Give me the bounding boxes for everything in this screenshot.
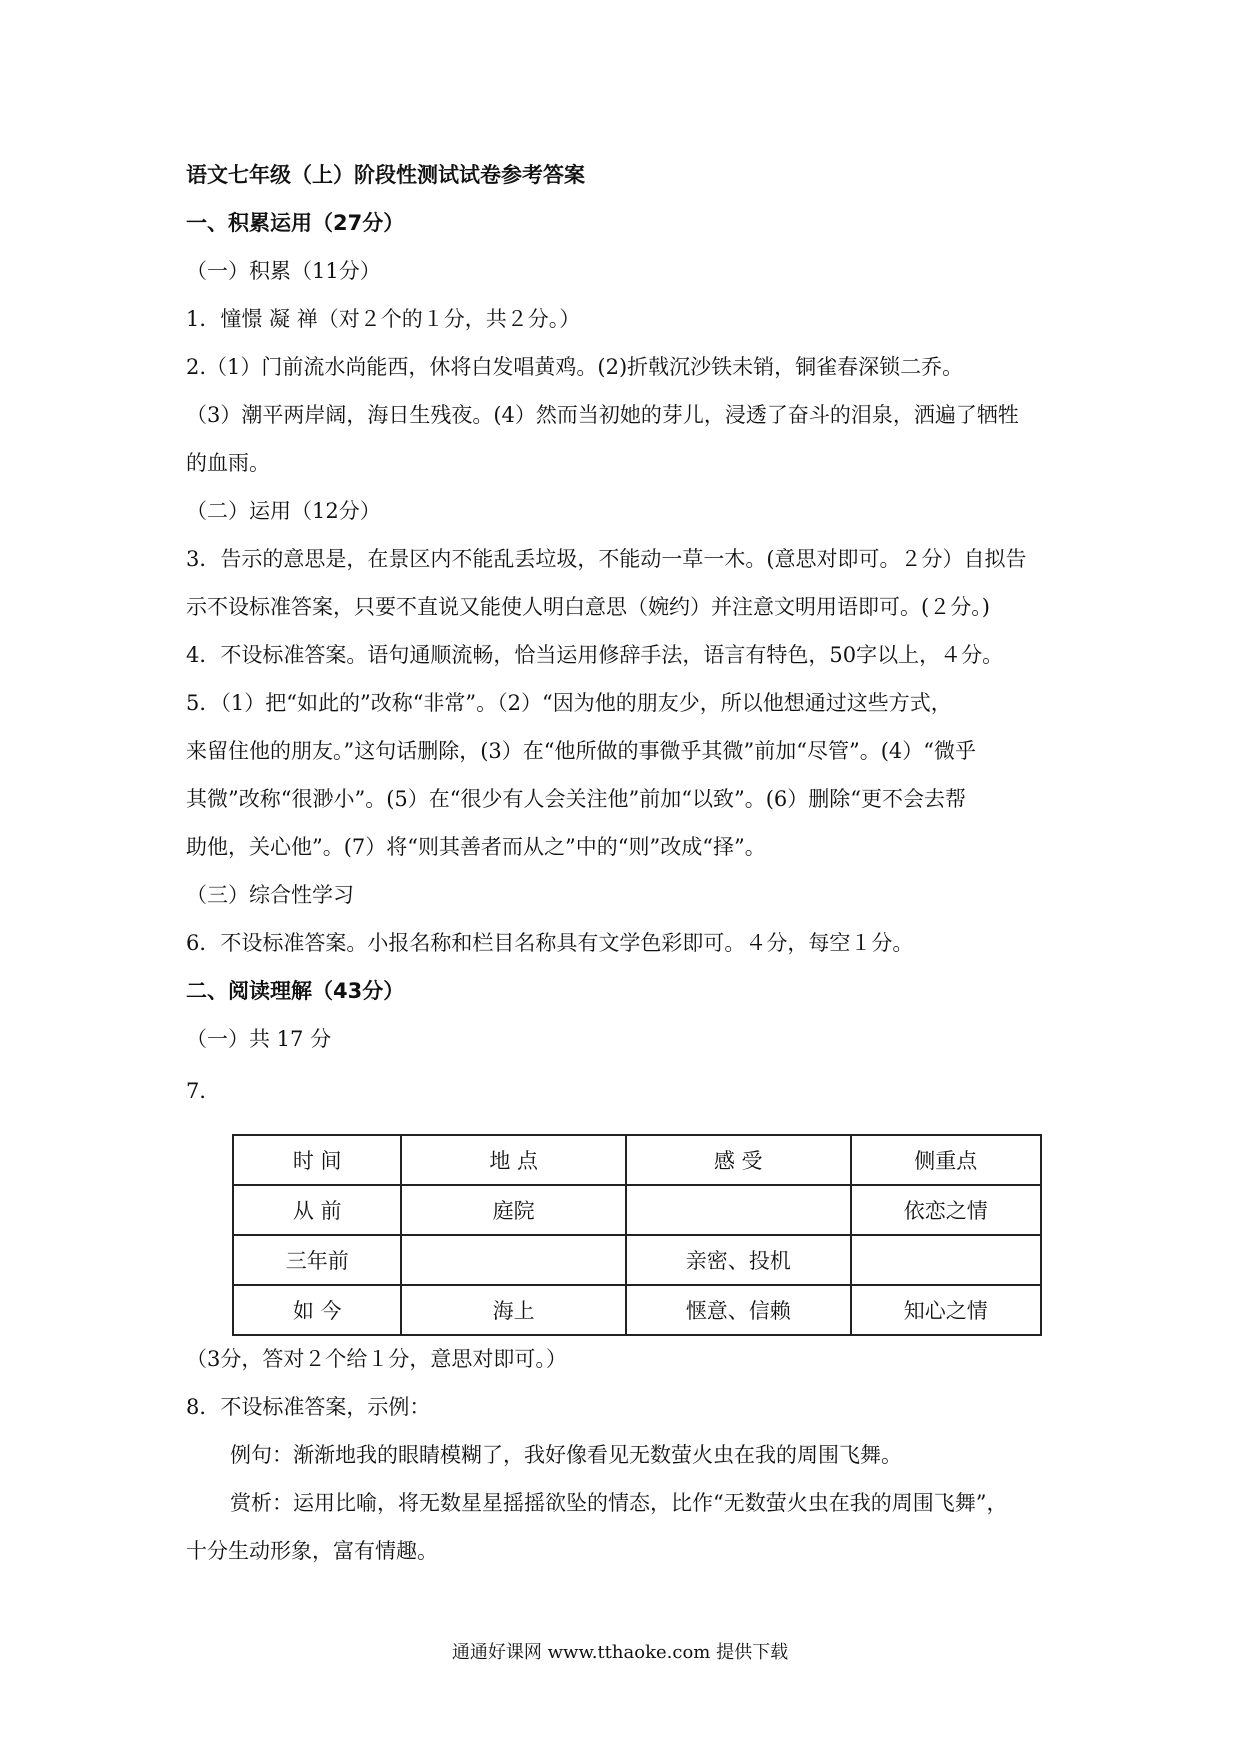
answer-line: 5．（1）把“如此的”改称“非常”。（2）“因为他的朋友少，所以他想通过这些方式，: [186, 691, 952, 715]
answer-line: 来留住他的朋友。”这句话删除，(3）在“他所做的事微乎其微”前加“尽管”。(4）“微乎: [186, 739, 977, 763]
analysis-line: 十分生动形象，富有情趣。: [186, 1539, 438, 1563]
table-cell: 三年前: [233, 1235, 401, 1285]
table-cell: 依恋之情: [851, 1185, 1042, 1235]
table-header-cell: 侧重点: [851, 1135, 1042, 1185]
page-title: 语文七年级（上）阶段性测试试卷参考答案: [186, 163, 585, 187]
table-cell: [851, 1235, 1042, 1285]
answer-line: 4．不设标准答案。语句通顺流畅，恰当运用修辞手法，语言有特色，50字以上，４分。: [186, 643, 1004, 667]
table-cell: 知心之情: [851, 1285, 1042, 1335]
answer-line: （3）潮平两岸阔，海日生残夜。(4）然而当初她的芽儿，浸透了奋斗的泪泉，洒遍了牺牲: [186, 403, 1019, 427]
subsection-heading: （一）积累（11分）: [186, 259, 381, 283]
page-footer: 通通好课网 www.tthaoke.com 提供下载: [451, 1642, 789, 1663]
answer-line: 6．不设标准答案。小报名称和栏目名称具有文学色彩即可。４分，每空１分。: [186, 931, 914, 955]
answer-line: 示不设标准答案，只要不直说又能使人明白意思（婉约）并注意文明用语即可。(２分。): [186, 595, 990, 619]
section-heading-2: [186, 976, 404, 1006]
subsection-heading: （二）运用（12分）: [186, 499, 381, 523]
table-header-cell: 地 点: [401, 1135, 626, 1185]
scoring-note: （3分，答对２个给１分，意思对即可。）: [186, 1347, 567, 1371]
table-cell: 从 前: [233, 1185, 401, 1235]
subsection-heading: （三）综合性学习: [186, 883, 354, 907]
table-cell: 亲密、投机: [626, 1235, 851, 1285]
example-sentence: 例句：渐渐地我的眼睛模糊了，我好像看见无数萤火虫在我的周围飞舞。: [230, 1443, 902, 1467]
table-header-cell: 感 受: [626, 1135, 851, 1185]
answer-table: [232, 1134, 1042, 1336]
analysis-line: 赏析：运用比喻，将无数星星摇摇欲坠的情态，比作“无数萤火虫在我的周围飞舞”，: [230, 1491, 1008, 1515]
answer-line: 的血雨。: [186, 451, 270, 475]
table-cell: 庭院: [401, 1185, 626, 1235]
section-heading-2-text: 二、阅读理解（43分）: [186, 979, 405, 1003]
answer-line: 2.（1）门前流水尚能西，休将白发唱黄鸡。(2)折戟沉沙铁未销，铜雀春深锁二乔。: [186, 355, 964, 379]
table-row: [233, 1235, 1041, 1285]
answer-line: 其微”改称“很渺小”。(5）在“很少有人会关注他”前加“以致”。(6）删除“更不会去帮: [186, 787, 966, 811]
question-number: 7．: [186, 1079, 221, 1103]
table-cell: [401, 1235, 626, 1285]
section-heading-1: [186, 208, 404, 238]
answer-line: 3．告示的意思是，在景区内不能乱丢垃圾，不能动一草一木。(意思对即可。２分）自拟告: [186, 547, 1027, 571]
table-cell: 如 今: [233, 1285, 401, 1335]
answer-line: 助他，关心他”。(7）将“则其善者而从之”中的“则”改成“择”。: [186, 835, 766, 859]
table-cell: 海上: [401, 1285, 626, 1335]
table-cell: 惬意、信赖: [626, 1285, 851, 1335]
table-cell: [626, 1185, 851, 1235]
section-heading-1-text: 一、积累运用（27分）: [186, 211, 405, 235]
answer-line: 1．憧憬 凝 禅（对２个的１分，共２分。）: [186, 307, 581, 331]
answer-line: 8．不设标准答案，示例：: [186, 1395, 431, 1419]
subsection-heading: （一）共 17 分: [186, 1027, 332, 1051]
table-row: [233, 1185, 1041, 1235]
table-header-cell: 时 间: [233, 1135, 401, 1185]
table-row: [233, 1285, 1041, 1335]
table-header-row: [233, 1135, 1041, 1185]
